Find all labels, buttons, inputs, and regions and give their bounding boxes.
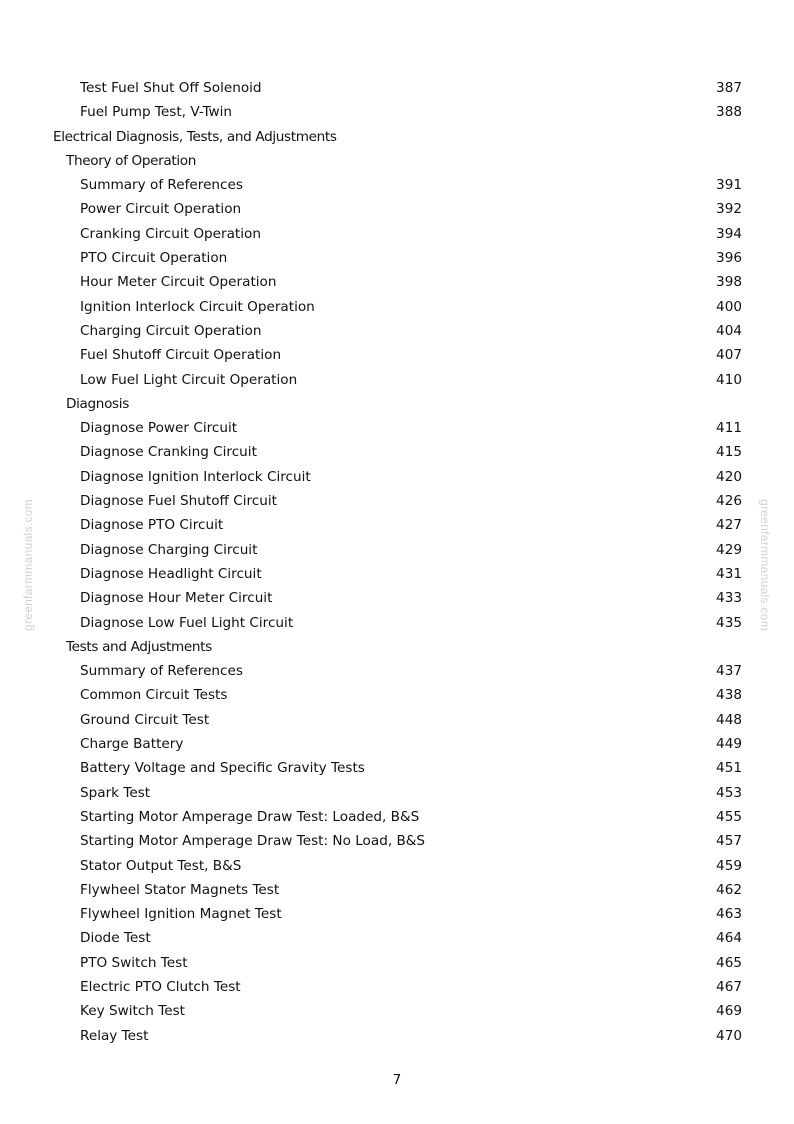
toc-entry	[0, 416, 794, 440]
toc-entry-page-number: 467	[716, 978, 742, 995]
toc-entry-title: Power Circuit Operation	[80, 201, 242, 218]
toc-entry-title: Electrical Diagnosis, Tests, and Adjustments	[53, 128, 337, 145]
toc-entry-page-number: 431	[716, 565, 742, 582]
toc-entry	[0, 951, 794, 975]
toc-entry-page-number: 435	[716, 614, 742, 631]
toc-entry-title: Diode Test	[80, 930, 151, 947]
toc-entry-title: Relay Test	[80, 1027, 149, 1044]
toc-entry-page-number: 448	[716, 711, 742, 728]
toc-entry	[0, 854, 794, 878]
toc-entry-title: Starting Motor Amperage Draw Test: No Load, B&S	[80, 833, 426, 850]
toc-entry-page-number: 391	[716, 177, 742, 194]
toc-entry-title: Low Fuel Light Circuit Operation	[80, 371, 298, 388]
toc-entry-page-number: 462	[716, 881, 742, 898]
toc-entry-title: Diagnose Headlight Circuit	[80, 565, 262, 582]
toc-entry-page-number: 420	[716, 468, 742, 485]
toc-entry-page-number: 469	[716, 1003, 742, 1020]
toc-entry-page-number: 457	[716, 833, 742, 850]
toc-entry	[0, 246, 794, 270]
toc-entry	[0, 683, 794, 707]
toc-entry-page-number: 426	[716, 493, 742, 510]
toc-entry	[0, 319, 794, 343]
toc-entry-title: Flywheel Ignition Magnet Test	[80, 906, 282, 923]
toc-entry	[0, 197, 794, 221]
toc-entry	[0, 222, 794, 246]
toc-entry-title: Electric PTO Clutch Test	[80, 978, 241, 995]
toc-entry	[0, 100, 794, 124]
toc-entry-title: Diagnose PTO Circuit	[80, 517, 224, 534]
toc-section-heading	[0, 125, 794, 149]
toc-entry-title: Cranking Circuit Operation	[80, 225, 261, 242]
toc-section-heading	[0, 392, 794, 416]
toc-entry-page-number: 464	[716, 930, 742, 947]
toc-section-heading	[0, 149, 794, 173]
toc-entry-title: Tests and Adjustments	[66, 638, 212, 655]
toc-entry	[0, 708, 794, 732]
toc-entry	[0, 659, 794, 683]
toc-entry-title: Key Switch Test	[80, 1003, 185, 1020]
toc-entry	[0, 902, 794, 926]
toc-entry-title: Summary of References	[80, 663, 243, 680]
toc-entry-page-number: 394	[716, 225, 742, 242]
toc-entry-page-number: 470	[716, 1027, 742, 1044]
toc-entry-page-number: 388	[716, 104, 742, 121]
toc-entry	[0, 538, 794, 562]
toc-entry-title: PTO Circuit Operation	[80, 250, 228, 267]
toc-entry-title: Flywheel Stator Magnets Test	[80, 881, 280, 898]
toc-entry-title: Common Circuit Tests	[80, 687, 228, 704]
toc-entry	[0, 829, 794, 853]
toc-entry-title: Diagnose Hour Meter Circuit	[80, 590, 273, 607]
toc-entry-title: Spark Test	[80, 784, 151, 801]
toc-entry-page-number: 449	[716, 736, 742, 753]
toc-entry	[0, 513, 794, 537]
table-of-contents	[0, 76, 794, 1048]
toc-entry-page-number: 407	[716, 347, 742, 364]
toc-entry	[0, 878, 794, 902]
toc-entry-page-number: 455	[716, 808, 742, 825]
toc-entry-title: Diagnose Cranking Circuit	[80, 444, 257, 461]
toc-entry-page-number: 427	[716, 517, 742, 534]
page-number: 7	[392, 1072, 402, 1088]
toc-entry-page-number: 387	[716, 80, 742, 96]
toc-entry-title: Diagnose Fuel Shutoff Circuit	[80, 493, 278, 510]
toc-entry	[0, 173, 794, 197]
toc-entry-title: Diagnose Ignition Interlock Circuit	[80, 468, 311, 485]
toc-entry	[0, 732, 794, 756]
toc-entry-title: Ignition Interlock Circuit Operation	[80, 298, 315, 315]
toc-entry	[0, 926, 794, 950]
toc-entry	[0, 465, 794, 489]
toc-entry-title: Fuel Pump Test, V-Twin	[80, 104, 233, 121]
toc-entry-page-number: 463	[716, 906, 742, 923]
toc-entry-title: Hour Meter Circuit Operation	[80, 274, 277, 291]
toc-entry	[0, 270, 794, 294]
toc-section-heading	[0, 635, 794, 659]
toc-entry-title: Charge Battery	[80, 736, 184, 753]
toc-entry-title: Starting Motor Amperage Draw Test: Loaded, B&S	[80, 808, 420, 825]
toc-entry-page-number: 404	[716, 322, 742, 339]
toc-entry-page-number: 411	[716, 420, 742, 437]
toc-entry	[0, 76, 794, 100]
toc-entry-title: Diagnosis	[66, 395, 129, 412]
toc-entry-page-number: 438	[716, 687, 742, 704]
toc-entry-title: Diagnose Charging Circuit	[80, 541, 258, 558]
toc-entry-page-number: 459	[716, 857, 742, 874]
toc-entry	[0, 756, 794, 780]
toc-entry-title: Charging Circuit Operation	[80, 322, 262, 339]
toc-entry-page-number: 415	[716, 444, 742, 461]
toc-entry	[0, 562, 794, 586]
toc-entry-page-number: 437	[716, 663, 742, 680]
toc-entry	[0, 368, 794, 392]
toc-entry-page-number: 453	[716, 784, 742, 801]
toc-entry	[0, 440, 794, 464]
toc-entry-page-number: 410	[716, 371, 742, 388]
toc-entry	[0, 586, 794, 610]
toc-entry-page-number: 465	[716, 954, 742, 971]
watermark-right: greenfarmmanuals.com	[758, 498, 772, 632]
toc-entry-page-number: 396	[716, 250, 742, 267]
toc-entry-title: Fuel Shutoff Circuit Operation	[80, 347, 282, 364]
toc-entry	[0, 999, 794, 1023]
toc-entry-page-number: 400	[716, 298, 742, 315]
toc-entry-page-number: 398	[716, 274, 742, 291]
toc-entry	[0, 611, 794, 635]
toc-entry	[0, 805, 794, 829]
toc-entry-title: Stator Output Test, B&S	[80, 857, 242, 874]
toc-entry	[0, 781, 794, 805]
watermark-left: greenfarmmanuals.com	[21, 498, 35, 632]
toc-entry-page-number: 429	[716, 541, 742, 558]
toc-entry-page-number: 451	[716, 760, 742, 777]
toc-entry-title: Test Fuel Shut Off Solenoid	[80, 80, 262, 96]
toc-entry-title: Diagnose Power Circuit	[80, 420, 238, 437]
toc-entry-title: Summary of References	[80, 177, 243, 194]
toc-entry	[0, 1024, 794, 1048]
toc-entry-page-number: 392	[716, 201, 742, 218]
toc-entry-title: Diagnose Low Fuel Light Circuit	[80, 614, 294, 631]
toc-entry	[0, 343, 794, 367]
toc-entry-title: PTO Switch Test	[80, 954, 188, 971]
toc-entry	[0, 975, 794, 999]
toc-entry-title: Ground Circuit Test	[80, 711, 210, 728]
toc-entry-title: Battery Voltage and Specific Gravity Tests	[80, 760, 365, 777]
toc-entry	[0, 489, 794, 513]
toc-entry-title: Theory of Operation	[66, 152, 196, 169]
toc-entry-page-number: 433	[716, 590, 742, 607]
toc-entry	[0, 295, 794, 319]
